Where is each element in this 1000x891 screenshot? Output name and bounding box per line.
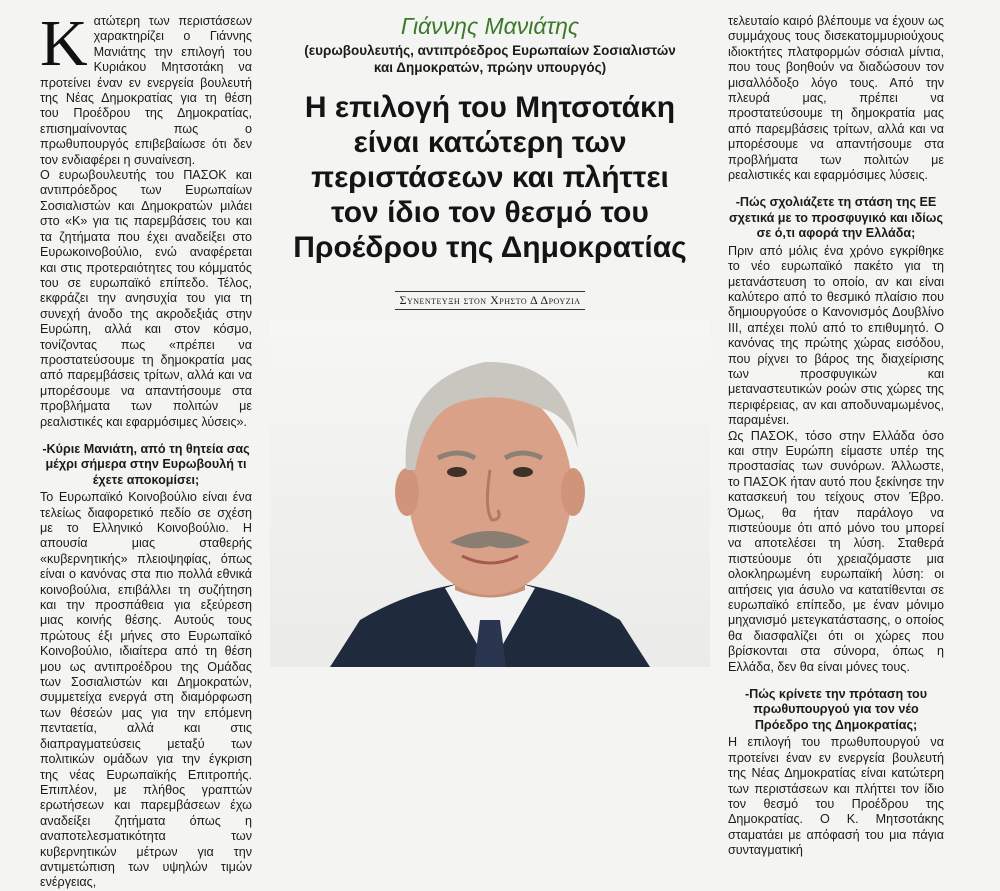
answer-2: Πριν από μόλις ένα χρόνο εγκρίθηκε το νέο ευρωπαϊκό πακέτο για τη μετανάστευση το οποίο, αν και είναι καλύτερο από το θεσμικό πλαίσιο που δημιουργούσε ο Κανονισμός Δουβλίνο ΙΙΙ, απέχει πολύ από το επιθυμητό. Ο κανόνας της πρώτης χώρας εισόδου, που ρίχνει το βάρος της διαχείρισης των προσφυγικών και μεταναστευτικών ροών στις χώρες της περιφέρειας, αν και αποδυναμωμένος, παραμένει. — [728, 243, 944, 428]
portrait-photo — [270, 320, 710, 667]
question-1: -Κύριε Μανιάτη, από τη θητεία σας μέχρι σήμερα στην Ευρωβουλή τι έχετε αποκομίσει; — [42, 441, 250, 487]
author-affiliation — [270, 42, 710, 76]
answer-1: Το Ευρωπαϊκό Κοινοβούλιο είναι ένα τελείως διαφορετικό πεδίο σε σχέση με το Ελληνικό Κοινοβούλιο. Η απουσία μιας σταθερής «κυβερνητικής» πλειοψηφίας, όπως είναι ο κανόνας στα πιο πολλά εθνικά κοινοβούλια, επιβάλλει τη συζήτηση και την προσπάθεια για εξεύρεση μιας κοινής θέσης. Αυτούς τους πρώτους έξι μήνες στο Ευρωπαϊκό Κοινοβούλιο, ιδιαίτερα από τη θέση μου ως αντιπροέδρου της Ομάδας των Σοσιαλιστών και Δημοκρατών, συμμετείχα ενεργά στη διαμόρφωση των θέσεών μας για την επόμενη πενταετία, αλλά και στις διαπραγματεύσεις μεταξύ των πολιτικών ομάδων για την έγκριση της νέας Ευρωπαϊκής Επιτροπής. Επιπλέον, με πλήθος γραπτών ερωτήσεων και παρεμβάσεων έχω αναδείξει ζητήματα όπως η αναποτελεσματικότητα των κυβερνητικών μέτρων για την αντιμετώπιση των υψηλών τιμών ενέργειας, — [40, 490, 252, 890]
byline: Συνεντευξη στον Χρηστο Δ Δρουζια — [395, 291, 584, 310]
left-column — [40, 0, 252, 891]
headline-line-2: είναι κατώτερη των — [353, 126, 627, 159]
headline-line-1: Η επιλογή του Μητσοτάκη — [304, 91, 676, 124]
question-2: -Πώς σχολιάζετε τη στάση της ΕΕ σχετικά με το προσφυγικό και ιδίως σε ό,τι αφορά την Ελλάδα; — [729, 195, 943, 241]
affiliation-line-1: (ευρωβουλευτής, αντιπρόεδρος Ευρωπαίων Σοσιαλιστών — [304, 43, 676, 58]
right-paragraph-1: τελευταίο καιρό βλέπουμε να έχουν ως συμμάχους τους δισεκατομμυριούχους ιδιοκτήτες πλατφορμών σόσιαλ μίντια, που τους βοηθούν να διαδώσουν τον μισαλλόδοξο λόγο τους. Από την πλευρά μας, πρέπει να προστατεύσουμε τη δημοκρατία μας από παρεμβάσεις τρίτων, αλλά και να μπορέσουμε να απαντήσουμε στα προβλήματα των πολιτών με ρεαλιστικές και εφαρμόσιμες λύσεις. — [728, 14, 944, 183]
author-name: Γιάννης Μανιάτης — [400, 13, 580, 39]
answer-2b: Ως ΠΑΣΟΚ, τόσο στην Ελλάδα όσο και στην Ευρώπη είμαστε υπέρ της προστασίας των συνόρων. Άλλωστε, το ΠΑΣΟΚ ήταν αυτό που ξεκίνησε την κατασκευή του τείχους στον Έβρο. Όμως, θα ήταν παράλογο να πιστεύουμε ότι από μόνο του μπορεί να αποτελέσει τη λύση. Σταθερά πιστεύουμε ότι χρειαζόμαστε μια ολοκληρωμένη ευρωπαϊκή λύση: οι αιτήσεις για άσυλο να κατατίθενται σε ευρωπαϊκό επίπεδο, με έναν μόνιμο μηχανισμό μετεγκατάστασης, ο οποίος θα διασφαλίζει ότι οι χώρες που βρίσκονται στα σύνορα, όπως η Ελλάδα, δεν θα είναι μόνες τους. — [728, 428, 944, 674]
second-paragraph: Ο ευρωβουλευτής του ΠΑΣΟΚ και αντιπρόεδρος των Ευρωπαίων Σοσιαλιστών και Δημοκρατών μιλάει στο «Κ» για τις παρεμβάσεις του και τα ζητήματα που έχει αναδείξει στο Ευρωκοινοβούλιο, ενώ αναφέρεται και στις προτεραιότητες του κόμματός του σε ευρωπαϊκό επίπεδο. Τέλος, εκφράζει την ανησυχία του για τη συνεχή άνοδο της ακροδεξιάς στην Ευρώπη, αλλά και στον κόσμο, τονίζοντας πως «πρέπει να προστατεύσουμε τη δημοκρατία μας από παρεμβάσεις τρίτων, αλλά και να μπορέσουμε να απαντήσουμε στα προβλήματα των πολιτών με ρεαλιστικές και εφαρμόσιμες λύσεις». — [40, 168, 252, 429]
headline — [270, 90, 710, 265]
intro-paragraph: ατώτερη των περιστάσεων χαρακτηρίζει ο Γιάννης Μανιάτης την επιλογή του Κυριάκου Μητσοτάκη να προτείνει έναν εν ενεργεία βουλευτή της Νέας Δημοκρατίας για τη θέση του Προέδρου της Δημοκρατίας, επισημαίνοντας πως ο πρωθυπουργός επιβεβαίωσε ότι δεν τον ενδιαφέρει η συναίνεση. — [40, 14, 252, 167]
answer-3: Η επιλογή του πρωθυπουργού να προτείνει έναν εν ενεργεία βουλευτή της Νέας Δημοκρατίας είναι κατώτερη των περιστάσεων και πλήττει τον ίδιο τον θεσμό του Προέδρου της Δημοκρατίας. Ο Κ. Μητσοτάκης σταματάει με απόφασή του μια πάγια συνταγματική — [728, 735, 944, 858]
headline-line-3: περιστάσεων και πλήττει — [311, 161, 669, 194]
portrait-illustration — [270, 320, 710, 667]
drop-cap: Κ — [40, 7, 88, 80]
headline-line-4: τον ίδιο τον θεσμό του — [331, 196, 649, 229]
right-column — [728, 14, 944, 859]
article-header — [270, 0, 710, 310]
headline-line-5: Προέδρου της Δημοκρατίας — [293, 231, 687, 264]
question-3: -Πώς κρίνετε την πρόταση του πρωθυπουργού για τον νέο Πρόεδρο της Δημοκρατίας; — [744, 687, 928, 732]
affiliation-line-2: και Δημοκρατών, πρώην υπουργός) — [373, 60, 607, 75]
